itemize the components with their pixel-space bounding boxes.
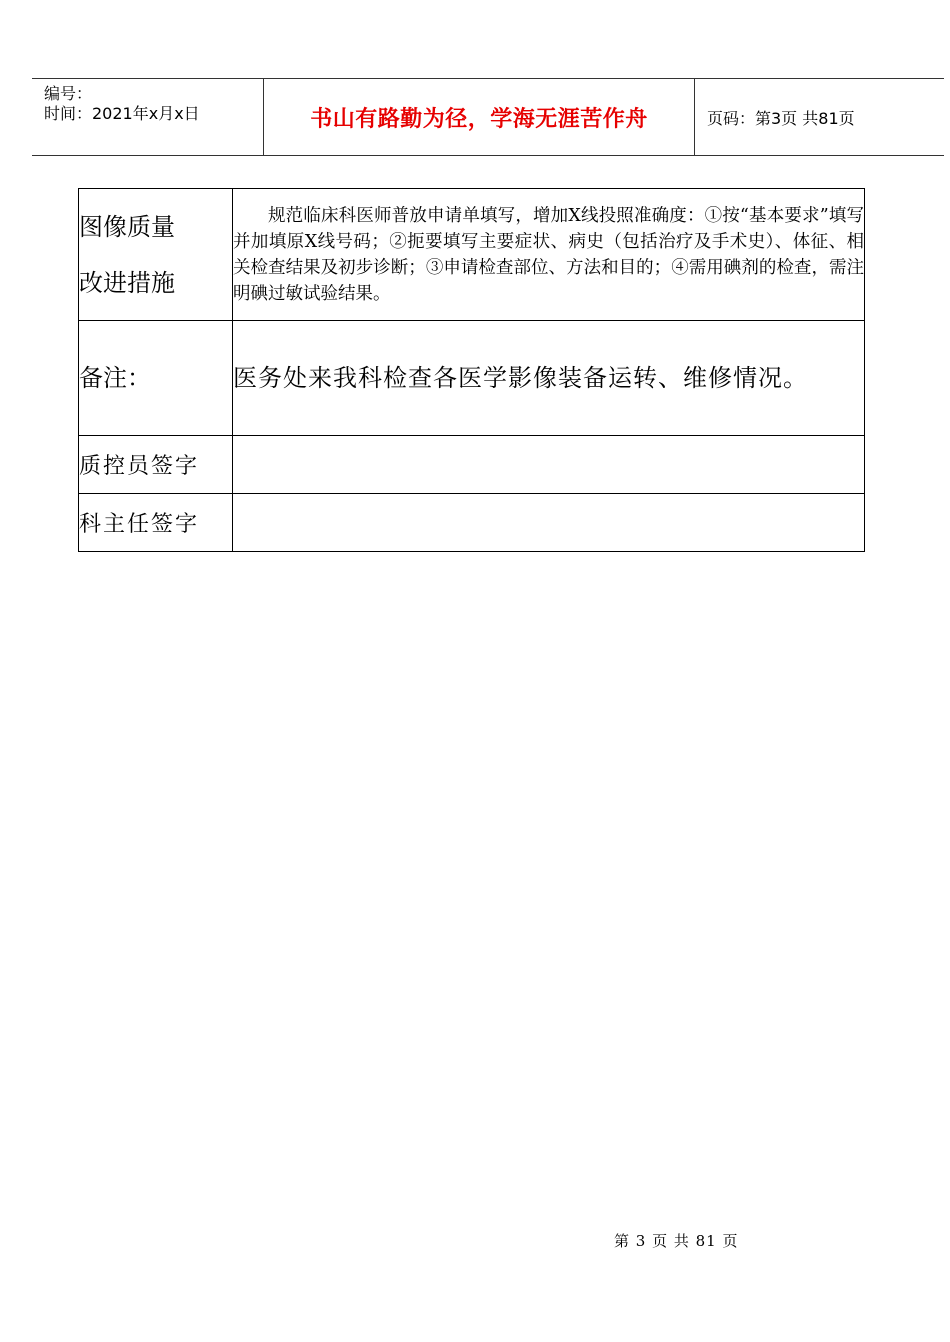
director-signature-field[interactable] <box>233 494 865 552</box>
qc-signature-label: 质控员签字 <box>79 436 233 494</box>
table-row-improvement <box>79 189 865 321</box>
table-row-qc-signature <box>79 436 865 494</box>
serial-label: 编号： <box>44 84 93 103</box>
header-page-info: 页码：第3页 共81页 <box>707 108 855 128</box>
table-row-remarks <box>79 321 865 436</box>
director-signature-label: 科主任签字 <box>79 494 233 552</box>
improvement-label-line1: 图像质量 <box>79 212 175 241</box>
improvement-content: 规范临床科医师普放申请单填写，增加X线投照准确度：①按“基本要求”填写并加填原X线号码；②扼要填写主要症状、病史（包括治疗及手术史）、体征、相关检查结果及初步诊断；③申请检查部位、方法和目的；④需用碘剂的检查，需注明碘过敏试验结果。 <box>233 189 865 321</box>
improvement-label-cell <box>79 189 233 321</box>
page-header <box>32 78 944 156</box>
table-row-director-signature <box>79 494 865 552</box>
time-label: 时间：2021年x月x日 <box>44 104 200 123</box>
header-meta <box>32 79 264 155</box>
qc-signature-field[interactable] <box>233 436 865 494</box>
header-motto: 书山有路勤为径，学海无涯苦作舟 <box>264 79 695 155</box>
quality-table <box>78 188 865 552</box>
remarks-content: 医务处来我科检查各医学影像装备运转、维修情况。 <box>233 321 865 436</box>
remarks-label: 备注： <box>79 321 233 436</box>
improvement-label-line2: 改进措施 <box>79 268 175 297</box>
page-footer: 第 3 页 共 81 页 <box>614 1232 739 1250</box>
